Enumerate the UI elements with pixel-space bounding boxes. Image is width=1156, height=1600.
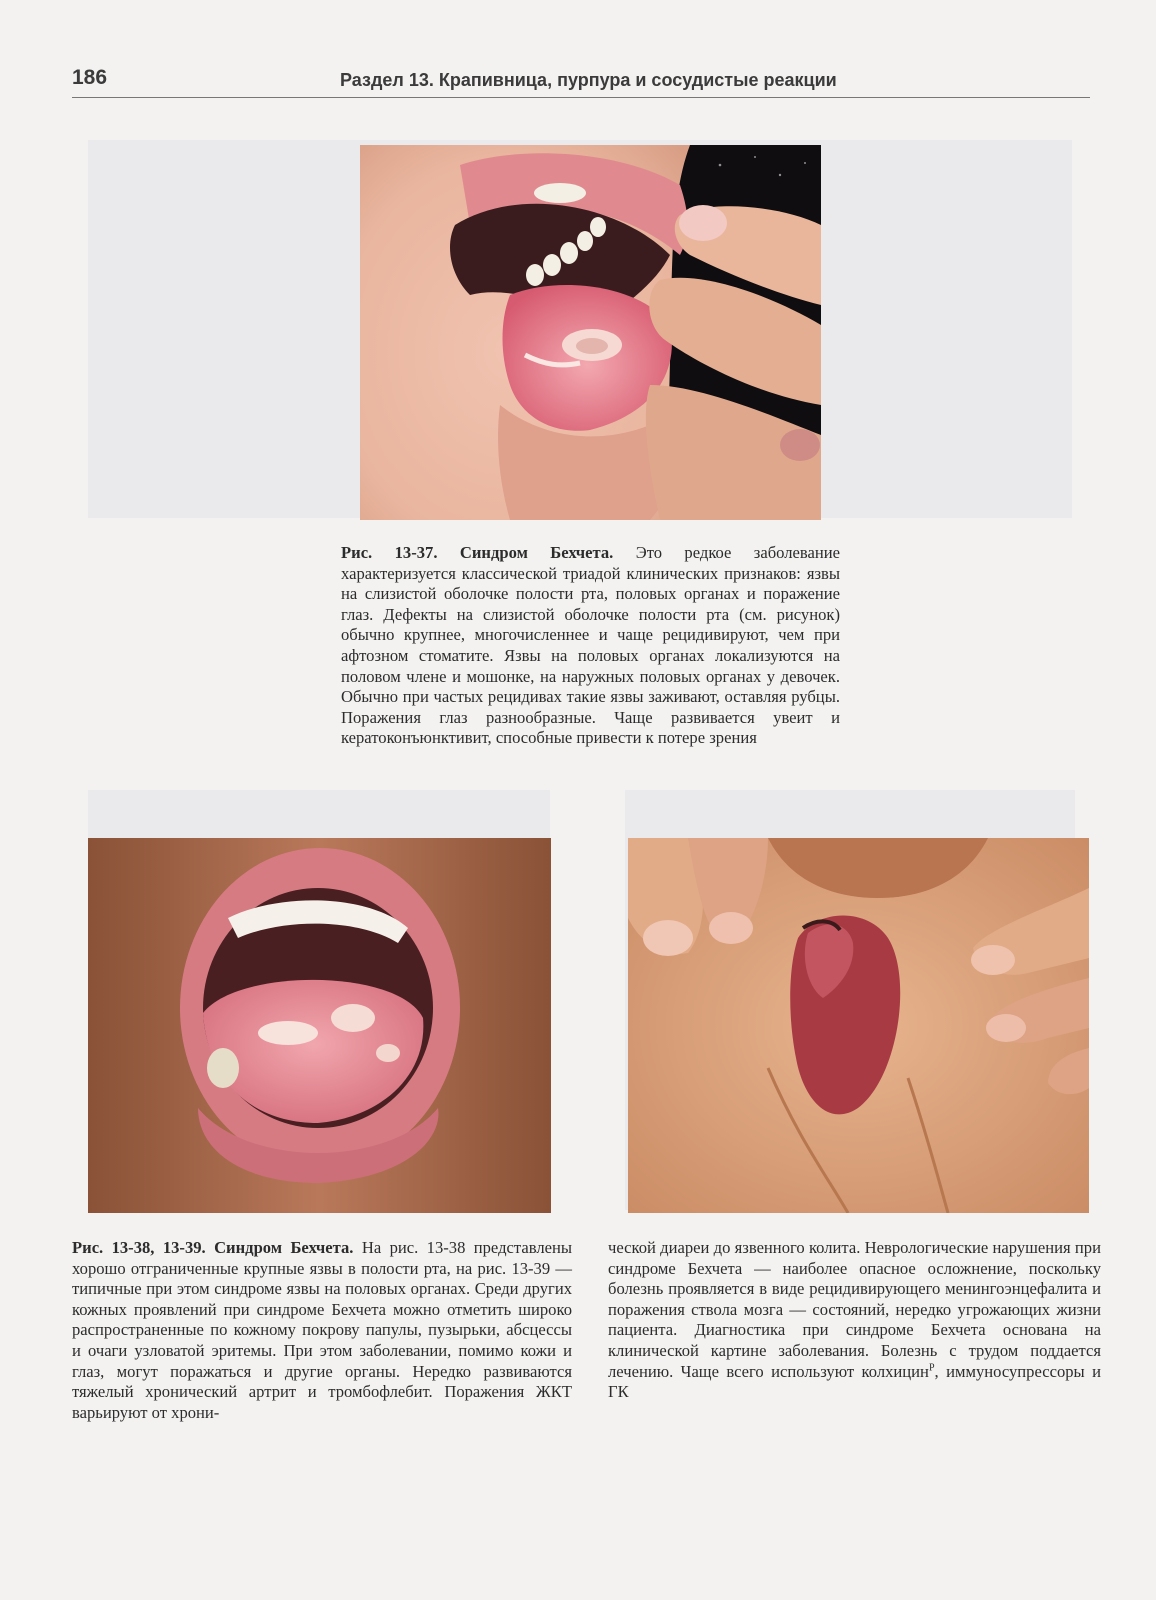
caption-text: На рис. 13-38 представлены хорошо отграниченные крупные язвы в полости рта, на рис. 13-39 — типичные при этом синдроме язвы на половых органах. Среди других кожных проявлений при синдроме Бехчета можно отметить широко распространенные по кожному покрову папулы, пузырьки, абсцессы и очаги узловатой эритемы. При этом заболевании, помимо кожи и глаз, могут поражаться и другие органы. Нередко развиваются тяжелый хронический артрит и тромбофлебит. Поражения ЖКТ варьируют от хрони- — [72, 1238, 572, 1422]
figure-13-38-39-caption-right — [608, 1238, 1101, 1403]
figure-label: Рис. 13-38, 13-39. Синдром Бехчета. — [72, 1238, 354, 1257]
figure-label: Рис. 13-37. Синдром Бехчета. — [341, 543, 614, 562]
caption-text: ческой диареи до язвенного колита. Неврологические нарушения при синдроме Бехчета — наиболее опасное осложнение, поскольку болезнь проявляется в виде рецидивирующего менингоэнцефалита и поражения ствола мозга — состояний, нередко угрожающих жизни пациента. Диагностика при синдроме Бехчета основана на клинической картине заболевания. Болезнь с трудом поддается лечению. Чаще всего используют колхицин — [608, 1238, 1101, 1381]
header-rule — [72, 97, 1090, 98]
figure-13-37-photo — [360, 145, 821, 520]
page-number: 186 — [72, 66, 108, 89]
figure-13-38-39-caption-left — [72, 1238, 572, 1423]
figure-13-39-photo — [628, 838, 1089, 1213]
caption-text: Это редкое заболевание характеризуется классической триадой клинических признаков: язвы на слизистой оболочке полости рта, половых органах и поражение глаз. Дефекты на слизистой оболочке полости рта (см. рисунок) обычно крупнее, многочисленнее и чаще рецидивируют, чем при афтозном стоматите. Язвы на половых органах локализуются на половом члене и мошонке, на наружных половых органах у девочек. Обычно при частых рецидивах такие язвы заживают, оставляя рубцы. Поражения глаз разнообразные. Чаще развивается увеит и кератоконъюнктивит, способные привести к потере зрения — [341, 543, 840, 748]
figure-13-37-caption — [341, 543, 840, 749]
caption-text-end: , иммуносупрессоры и ГК — [608, 1361, 1101, 1402]
prescription-mark: Р — [928, 1362, 935, 1374]
figure-13-38-photo — [88, 838, 551, 1213]
running-head: Раздел 13. Крапивница, пурпура и сосудистые реакции — [340, 70, 837, 90]
